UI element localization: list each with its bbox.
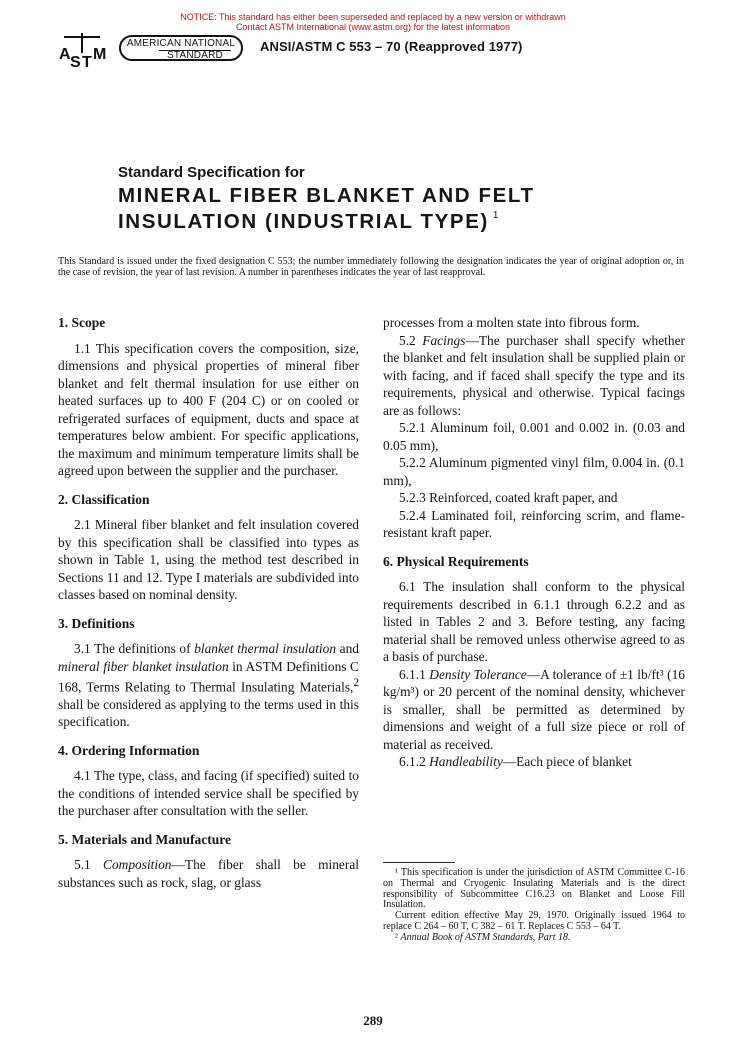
- logo-letter-a: A: [59, 46, 71, 63]
- ansi-badge-line-2: STANDARD: [159, 50, 231, 61]
- page-number: 289: [363, 1013, 383, 1028]
- paragraph-5-2-2: 5.2.2 Aluminum pigmented vinyl film, 0.004 in. (0.1 mm),: [383, 455, 685, 488]
- title-line-2-text: INSULATION (INDUSTRIAL TYPE): [118, 210, 489, 233]
- preamble-note: This Standard is issued under the fixed designation C 553; the number immediately following the designation indicates the year of original adoption or, in the case of revision, the year of last revision. A number in parentheses indicates the year of last reapproval.: [58, 256, 684, 278]
- document-subtitle: Standard Specification for: [118, 164, 305, 181]
- paragraph-6-1-2: 6.1.2 Handleability—Each piece of blanket: [399, 754, 632, 769]
- document-title-line-1: MINERAL FIBER BLANKET AND FELT: [118, 184, 535, 207]
- document-title-line-2: [118, 210, 498, 234]
- withdrawal-notice-line-2: Contact ASTM International (www.astm.org) for the latest information: [235, 22, 511, 32]
- footnote-divider: [383, 862, 455, 863]
- footnote-1: ¹ This specification is under the jurisdiction of ASTM Committee C-16 on Thermal and Cryogenic Insulating Materials and is the direct responsibility of Subcommittee C16.23 on Blanket and Loose Fill Insulation.: [383, 867, 685, 911]
- title-footnote-ref: 1: [492, 210, 499, 221]
- standard-designation: ANSI/ASTM C 553 – 70 (Reapproved 1977): [260, 39, 523, 54]
- ansi-standard-badge: [119, 35, 243, 61]
- paragraph-5-1-continued: processes from a molten state into fibrous form.: [383, 315, 640, 330]
- paragraph-5-2-3: 5.2.3 Reinforced, coated kraft paper, and: [399, 490, 618, 505]
- paragraph-3-1: 3.1 The definitions of blanket thermal insulation and mineral fiber blanket insulation in ASTM Definitions C 168, Terms Relating to Thermal Insulating Materials,$^2$ shall be considered as applying to the terms used in this specification.: [58, 641, 359, 730]
- term-facings: Facings: [422, 332, 466, 348]
- footnotes: [383, 868, 685, 944]
- section-heading-ordering-information: 4. Ordering Information: [58, 742, 200, 758]
- paragraph-6-1: 6.1 The insulation shall conform to the physical requirements described in 6.1.1 through 6.2.2 and as listed in Tables 2 and 3. Before testing, any facing material shall be removed unless otherwise agreed to as a basis of purchase.: [383, 579, 685, 664]
- paragraph-6-1-1: 6.1.1 Density Tolerance—A tolerance of ±1 lb/ft³ (16 kg/m³) or 20 percent of the nominal density, whichever is smaller, shall be permitted as determined by dimensions and weight of a full size piece or roll of material as received.: [383, 666, 685, 752]
- paragraph-5-2: 5.2 Facings—The purchaser shall specify whether the blanket and felt insulation shall be supplied plain or with facing, and if faced shall specify the type and its requirements, physical and otherwise. Typical facings are as follows:: [383, 332, 685, 418]
- paragraph-5-2-1: 5.2.1 Aluminum foil, 0.001 and 0.002 in. (0.03 and 0.05 mm),: [383, 420, 685, 453]
- term-density-tolerance: Density Tolerance: [429, 666, 527, 682]
- paragraph-2-1: 2.1 Mineral fiber blanket and felt insulation covered by this specification shall be classified into types as shown in Table 1, using the method test described in Sections 11 and 12. Type I materials are subdivided into classes based on nominal density.: [58, 517, 359, 602]
- left-column: [58, 314, 359, 891]
- term-composition: Composition: [103, 857, 172, 873]
- section-heading-materials: 5. Materials and Manufacture: [58, 831, 231, 847]
- logo-letter-t: T: [82, 54, 92, 71]
- term-blanket-thermal-insulation: blanket thermal insulation: [194, 641, 337, 656]
- ansi-badge-line-1: AMERICAN NATIONAL: [126, 38, 236, 49]
- logo-letter-s: S: [70, 54, 81, 71]
- astm-logo: [58, 31, 106, 71]
- section-heading-definitions: 3. Definitions: [58, 615, 135, 631]
- term-handleability: Handleability: [429, 754, 503, 769]
- section-heading-scope: 1. Scope: [58, 315, 106, 330]
- logo-letter-m: M: [93, 46, 106, 63]
- paragraph-4-1: 4.1 The type, class, and facing (if specified) suited to the conditions of intended service shall be specified by the purchaser after consultation with the seller.: [58, 768, 359, 819]
- paragraph-5-1: 5.1 Composition—The fiber shall be mineral substances such as rock, slag, or glass: [58, 857, 359, 890]
- footnote-2: ² Annual Book of ASTM Standards, Part 18.: [395, 931, 571, 943]
- right-column: [383, 314, 685, 771]
- paragraph-1-1: 1.1 This specification covers the composition, size, dimensions and physical properties of mineral fiber blanket and felt thermal insulation for use either on heated surfaces up to 400 F (204 C) or on cooled or refrigerated surfaces of equipment, ducts and space at temperatures below ambient. For specific applications, the maximum and minimum temperature limits shall be agreed upon between the supplier and the purchaser.: [58, 340, 359, 478]
- footnote-ref-2: 2: [353, 677, 359, 689]
- footnote-1-edition: Current edition effective May 29, 1970. Originally issued 1964 to replace C 264 – 60 T, C 382 – 61 T. Replaces C 553 – 64 T.: [383, 910, 685, 932]
- term-mineral-fiber-blanket-insulation: mineral fiber blanket insulation: [58, 658, 229, 674]
- section-heading-physical-requirements: 6. Physical Requirements: [383, 553, 529, 569]
- section-heading-classification: 2. Classification: [58, 491, 150, 507]
- withdrawal-notice-line-1: NOTICE: This standard has either been superseded and replaced by a new version or withdrawn: [180, 12, 566, 22]
- paragraph-5-2-4: 5.2.4 Laminated foil, reinforcing scrim, and flame-resistant kraft paper.: [383, 507, 685, 540]
